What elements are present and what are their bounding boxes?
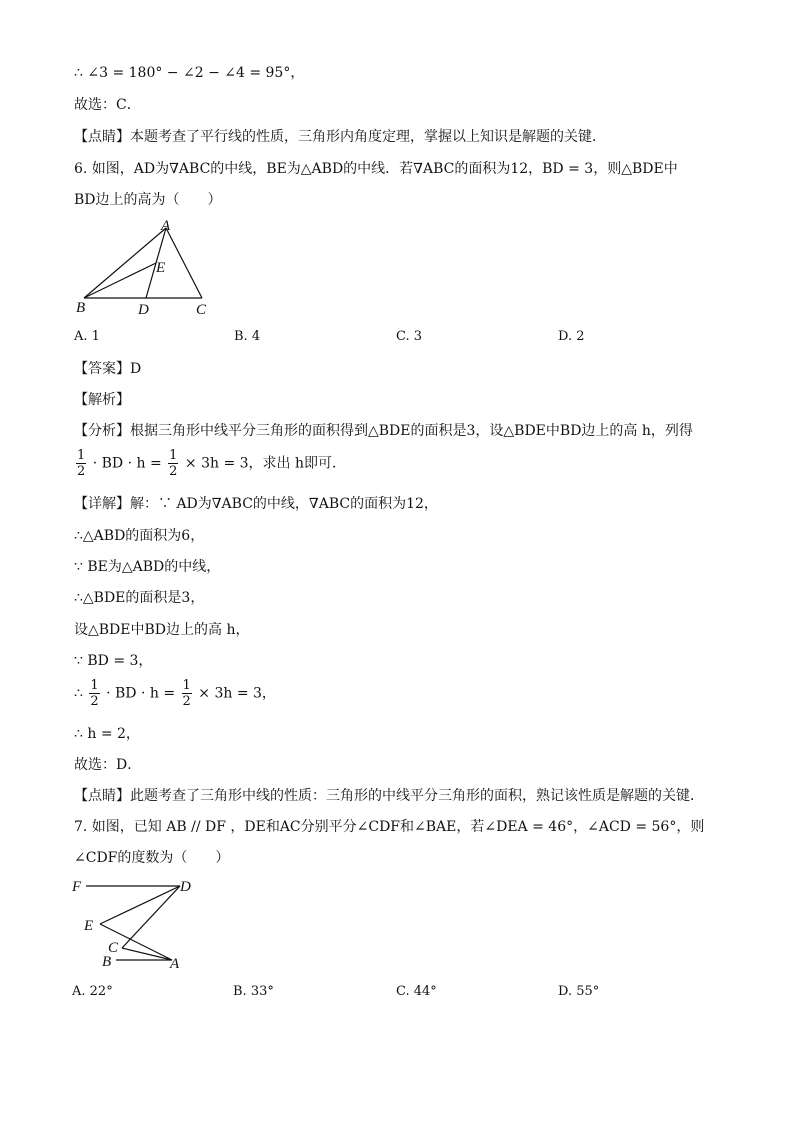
fenxi-line: 【分析】根据三角形中线平分三角形的面积得到△BDE的面积是3，设△BDE中BD边上的高 h，列得 (74, 423, 693, 439)
q6-option-c: C. 3 (396, 329, 423, 344)
label-f: F (72, 879, 82, 895)
segment-be (84, 263, 156, 298)
solution-choice-c: 故选：C． (74, 97, 141, 113)
fraction-half: $\frac{1}{2}$ (90, 678, 99, 709)
segment-ac (166, 228, 202, 298)
segment-dc (122, 886, 180, 948)
step-bd-3: ∵ BD = 3， (74, 653, 153, 669)
step-be-median: ∵ BE为△ABD的中线， (74, 559, 221, 575)
figure-q7-parallel (68, 874, 208, 974)
analysis-heading: 【解析】 (74, 392, 130, 408)
q7-option-b: B. 33° (233, 984, 274, 999)
step-abd-area: ∴△ABD的面积为6， (74, 528, 205, 544)
label-c: C (108, 940, 119, 956)
fraction-half: $\frac{1}{2}$ (182, 678, 191, 709)
step-height-h: 设△BDE中BD边上的高 h， (74, 622, 250, 638)
fraction-half: $\frac{1}{2}$ (77, 448, 86, 479)
q7-option-c: C. 44° (396, 984, 437, 999)
q7-option-a: A. 22° (72, 984, 113, 999)
label-d: D (180, 879, 191, 895)
question-6-stem-cont: BD边上的高为（ ） (74, 192, 222, 208)
step-h-2: ∴ h = 2， (74, 726, 140, 742)
solution-choice-d: 故选：D． (74, 757, 142, 773)
answer-line: 【答案】D (74, 361, 142, 377)
label-b: B (76, 300, 86, 316)
figure-q6-triangle (70, 218, 230, 318)
label-e: E (84, 918, 94, 934)
question-7-stem-cont: ∠CDF的度数为（ ） (74, 850, 230, 866)
solution-line-angle3: ∴ ∠3 = 180° − ∠2 − ∠4 = 95°， (74, 65, 305, 81)
label-d: D (138, 302, 149, 318)
label-e: E (156, 260, 166, 276)
q6-option-b: B. 4 (234, 329, 261, 344)
question-6-stem: 6. 如图，AD为∇ABC的中线，BE为△ABD的中线．若∇ABC的面积为12，BD = 3，则△BDE中 (74, 161, 678, 177)
fraction-half: $\frac{1}{2}$ (169, 448, 178, 479)
step-formula: ∴ $\frac{1}{2}$ · BD · h = $\frac{1}{2}$ × 3h = 3， (74, 678, 276, 709)
label-b: B (102, 954, 112, 970)
q7-option-d: D. 55° (558, 984, 600, 999)
q6-option-a: A. 1 (74, 329, 100, 344)
step-bde-area: ∴△BDE的面积是3， (74, 590, 205, 606)
fenxi-formula: $\frac{1}{2}$ · BD · h = $\frac{1}{2}$ × 3h = 3，求出 h即可． (77, 448, 347, 479)
segment-de (100, 886, 180, 924)
label-a: A (170, 956, 180, 972)
dianjing-note-1: 【点睛】本题考查了平行线的性质，三角形内角度定理，掌握以上知识是解题的关键． (74, 129, 606, 145)
question-7-stem: 7. 如图，已知 AB // DF ，DE和AC分别平分∠CDF和∠BAE，若∠DEA = 46°，∠ACD = 56°，则 (74, 819, 705, 835)
xiangjie-line: 【详解】解：∵ AD为∇ABC的中线，∇ABC的面积为12， (74, 496, 438, 512)
label-a: A (161, 218, 171, 234)
label-c: C (196, 302, 207, 318)
q6-option-d: D. 2 (558, 329, 585, 344)
dianjing-note-2: 【点睛】此题考查了三角形中线的性质：三角形的中线平分三角形的面积，熟记该性质是解题的关键． (74, 788, 704, 804)
segment-ab (84, 228, 166, 298)
segment-ca (122, 948, 172, 960)
